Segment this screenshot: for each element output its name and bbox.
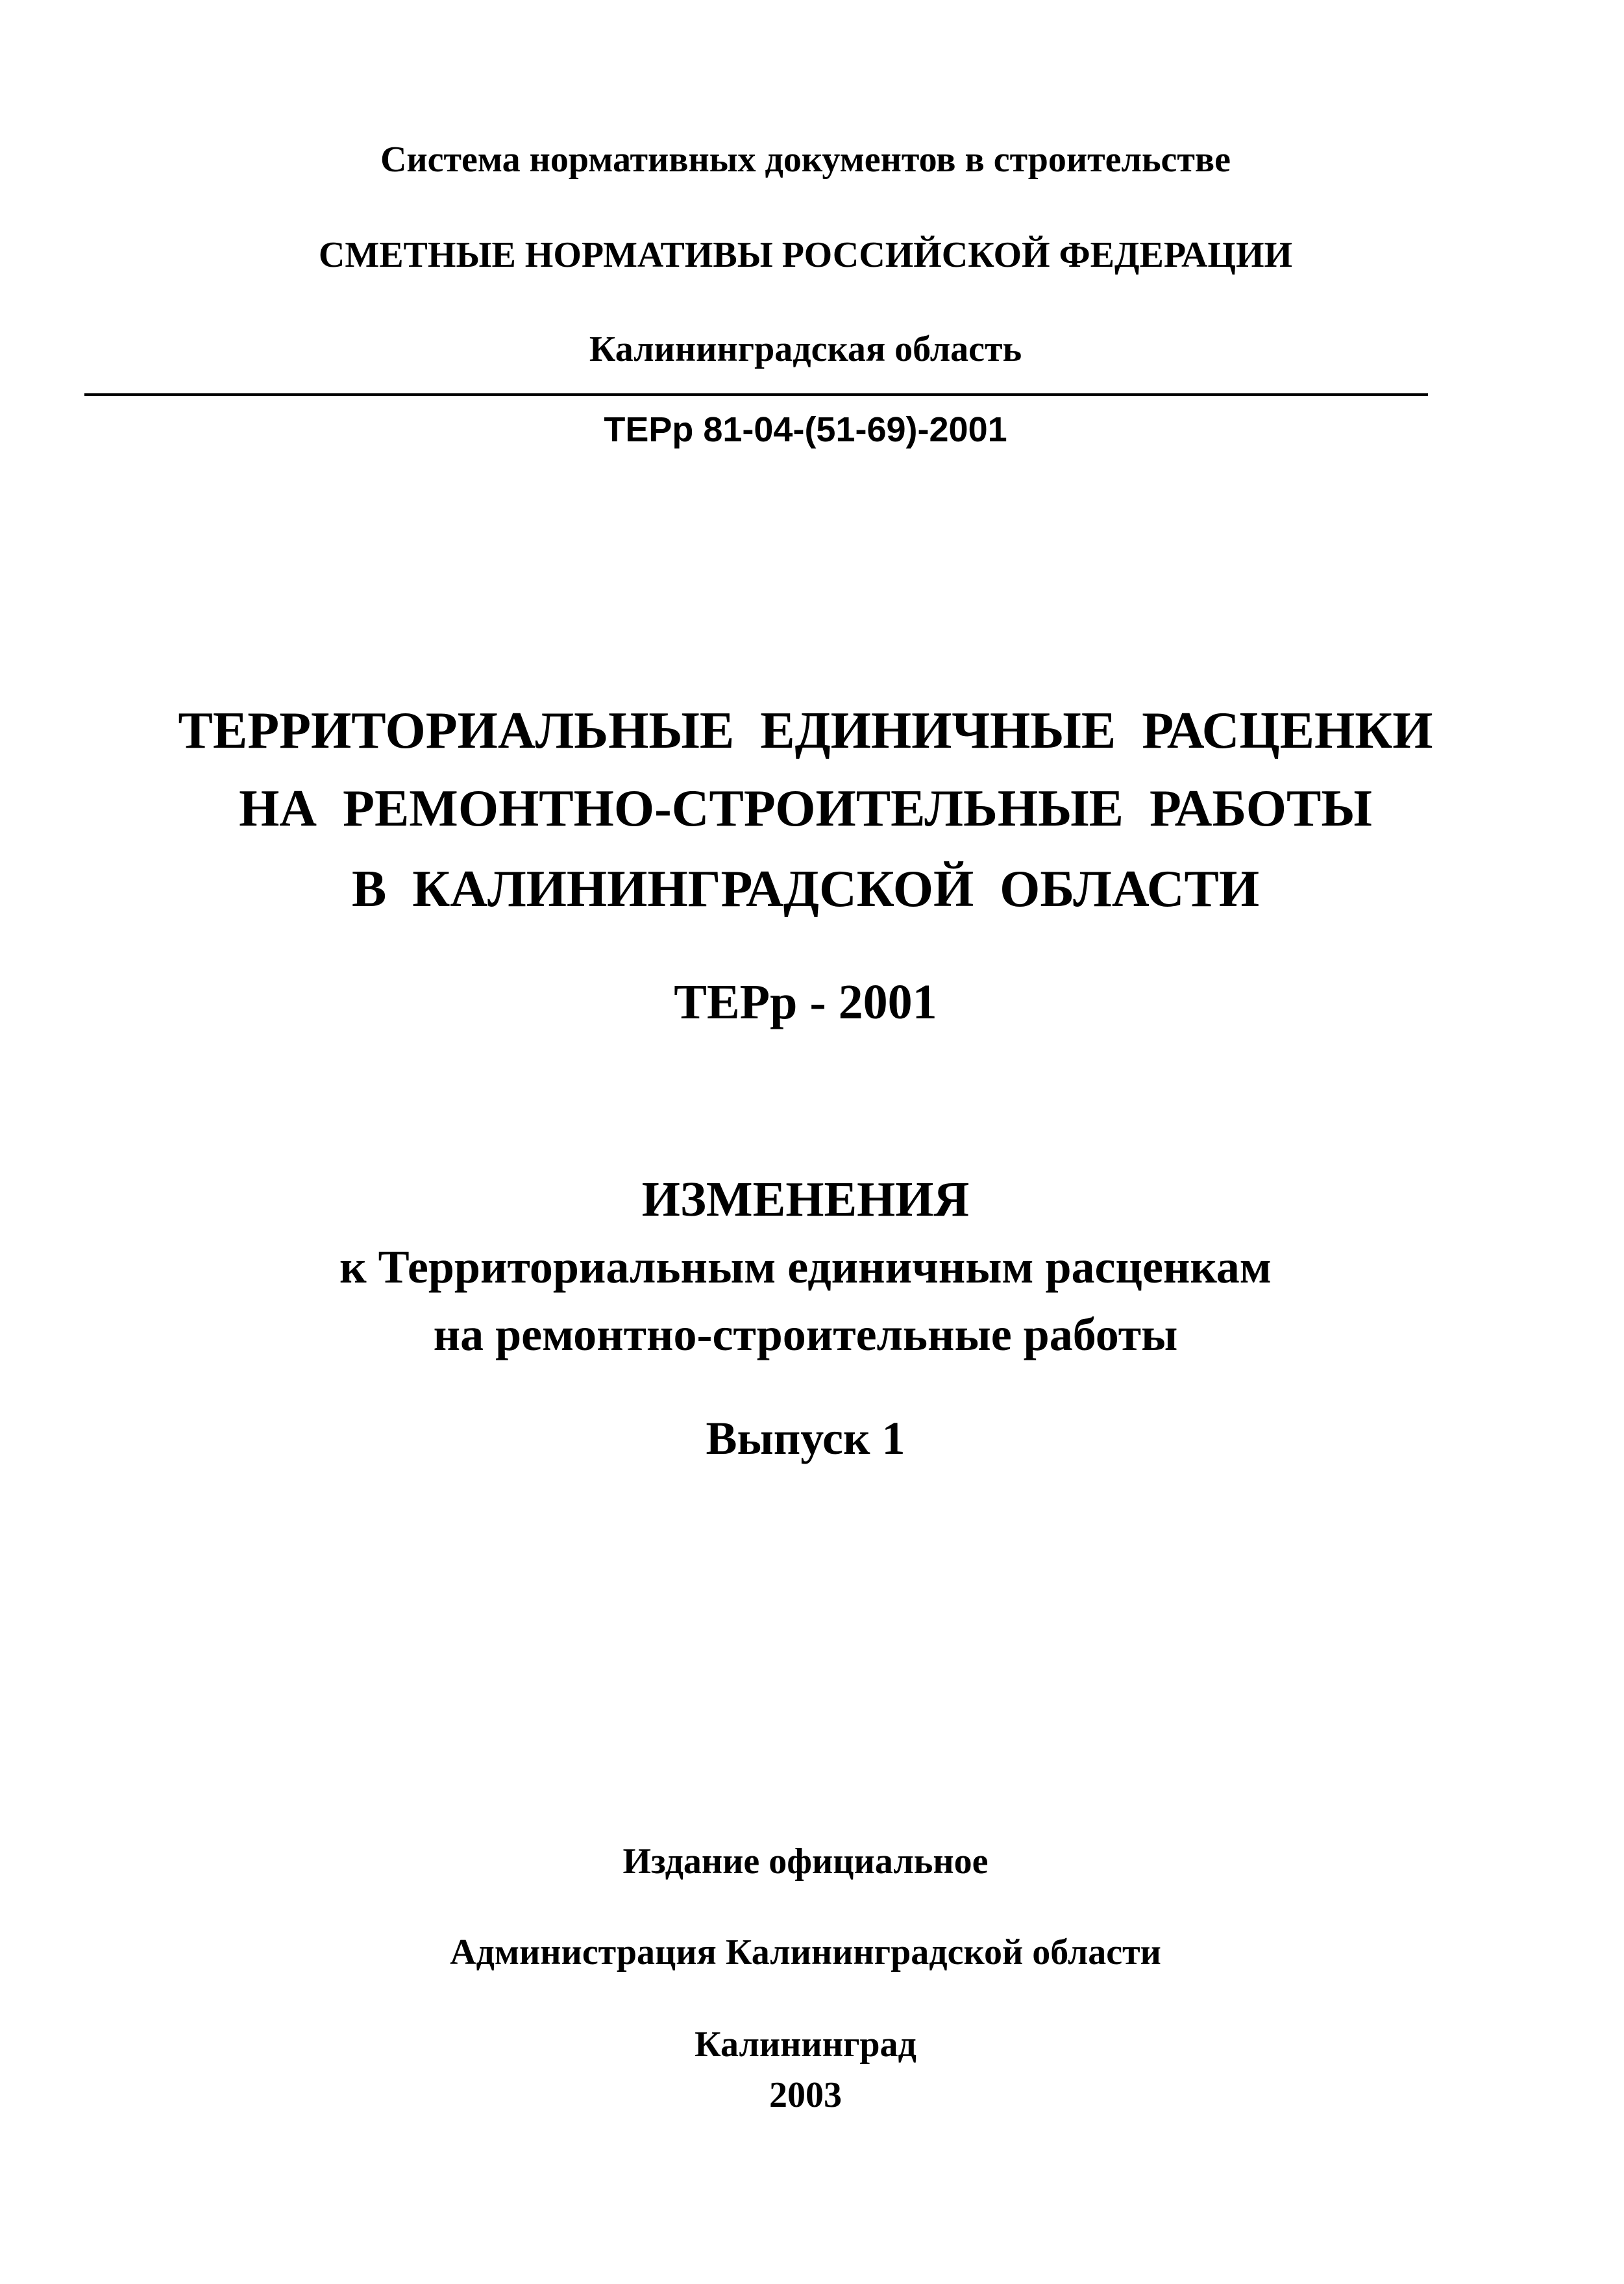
- norms-title: СМЕТНЫЕ НОРМАТИВЫ РОССИЙСКОЙ ФЕДЕРАЦИИ: [318, 235, 1293, 275]
- region-title: Калининградская область: [589, 329, 1022, 369]
- city: Калининград: [695, 2024, 917, 2065]
- main-title-line-2: НА РЕМОНТНО-СТРОИТЕЛЬНЫЕ РАБОТЫ: [239, 780, 1372, 837]
- system-title: Система нормативных документов в строительстве: [380, 140, 1231, 180]
- changes-heading: ИЗМЕНЕНИЯ: [641, 1172, 970, 1227]
- short-code: ТЕРр - 2001: [674, 975, 937, 1029]
- edition-label: Издание официальное: [622, 1841, 989, 1882]
- header-divider: [84, 393, 1428, 396]
- main-title-line-1: ТЕРРИТОРИАЛЬНЫЕ ЕДИНИЧНЫЕ РАСЦЕНКИ: [178, 702, 1433, 759]
- publisher: Администрация Калининградской области: [450, 1932, 1161, 1972]
- changes-line-2: на ремонтно-строительные работы: [433, 1308, 1178, 1360]
- changes-line-1: к Территориальным единичным расценкам: [339, 1241, 1272, 1293]
- issue-number: Выпуск 1: [706, 1412, 905, 1464]
- main-title-line-3: В КАЛИНИНГРАДСКОЙ ОБЛАСТИ: [351, 861, 1260, 918]
- document-code: ТЕРр 81-04-(51-69)-2001: [604, 410, 1007, 449]
- year: 2003: [769, 2075, 842, 2115]
